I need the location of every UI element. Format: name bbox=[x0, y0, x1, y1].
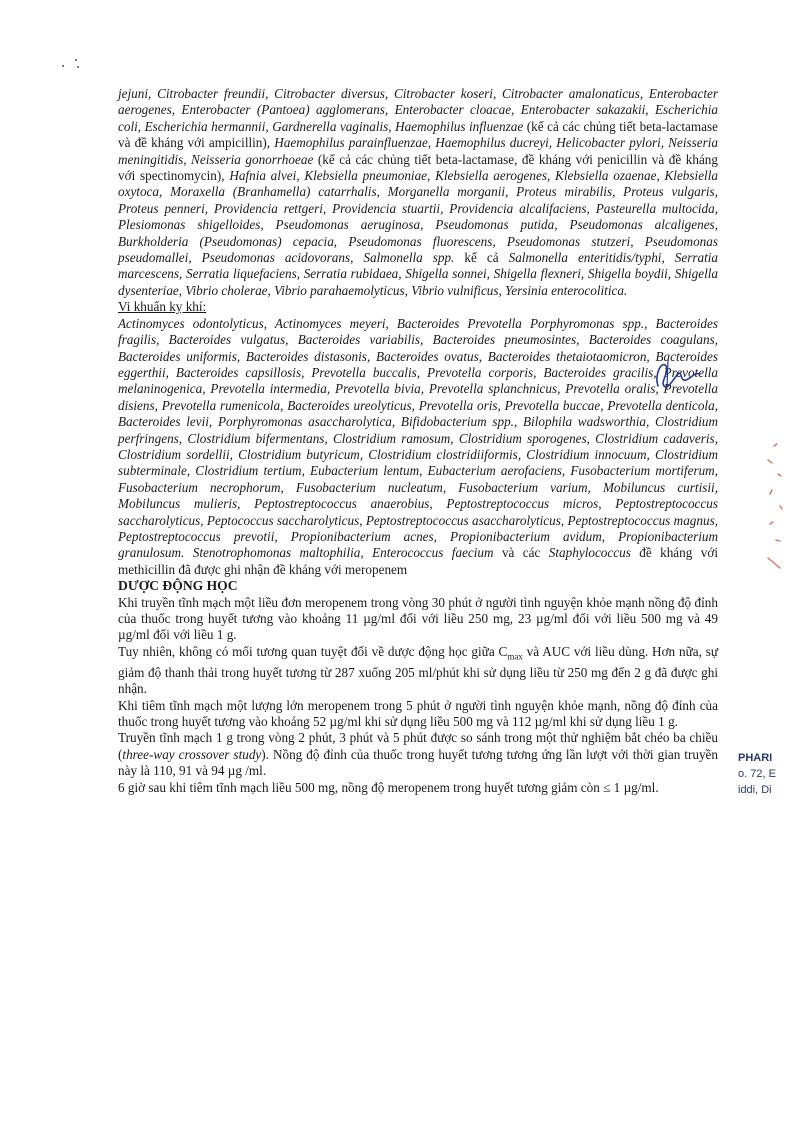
species-list-4: Salmonella enteritidis/typhi, Serratia marcescens, Serratia liquefaciens, Serratia rubidaea, Shigella sonnei, Shigella flexneri, Shigella boydii, Shigella dysenteriae, Vibrio cholerae, Vibrio parahaemolyticus, Vibrio vulnificus, Yersinia enterocolitica. bbox=[118, 250, 718, 298]
pk2-text-a: Tuy nhiên, không có mối tương quan tuyệt đối về dược động học giữa C bbox=[118, 643, 508, 659]
anaerobe-species-list: Actinomyces odontolyticus, Actinomyces meyeri, Bacteroides Prevotella Porphyromonas spp., Bacteroides fragilis, Bacteroides vulgatus, Bacteroides variabilis, Bacteroides pneumosintes, Bacteroides coagulans, Bacteroides uniformis, Bacteroides distasonis, Bacteroides ovatus, Bacteroides thetaiotaomicron, Bacteroides eggerthii, Bacteroides capsillosis, Prevotella buccalis, Prevotella corporis, Bacteroides gracilis, Prevotella melaninogenica, Prevotella intermedia, Prevotella bivia, Prevotella splanchnicus, Prevotella oralis, Prevotella disiens, Prevotella rumenicola, Bacteroides ureolyticus, Prevotella oris, Prevotella buccae, Prevotella denticola, Bacteroides levii, Porphyromonas asaccharolytica, Bifidobacterium spp., Bilophila wadsworthia, Clostridium perfringens, Clostridium bifermentans, Clostridium ramosum, Clostridium sporogenes, Clostridium cadaveris, Clostridium sordellii, Clostridium butyricum, Clostridium clostridiiformis, Clostridium innocuum, Clostridium subterminale, Clostridium tertium, Eubacterium lentum, Eubacterium aerofaciens, Fusobacterium mortiferum, Fusobacterium necrophorum, Fusobacterium nucleatum, Fusobacterium varium, Mobiluncus curtisii, Mobiluncus mulieris, Peptostreptococcus anaerobius, Peptostreptococcus micros, Peptostreptococcus saccharolyticus, Peptococcus saccharolyticus, Peptostreptococcus asaccharolyticus, Peptostreptococcus magnus, Peptostreptococcus prevotii, Propionibacterium acnes, Propionibacterium avidum, Propionibacterium granulosum. Stenotrophomonas maltophilia, Enterococcus faecium bbox=[118, 315, 718, 561]
margin-stamp-line-2: o. 72, E bbox=[738, 768, 776, 780]
margin-stamp-line-3: iddi, Di bbox=[738, 784, 772, 796]
species-list-2: Haemophilus parainfluenzae, Haemophilus ducreyi, Helicobacter pylori, Neisseria meningitidis, Neisseria gonorrhoeae bbox=[118, 135, 719, 167]
staphylococcus-name: Staphylococcus bbox=[548, 545, 631, 561]
anaerobe-heading: Vi khuẩn kỵ khí: bbox=[118, 299, 207, 315]
signature bbox=[650, 356, 710, 392]
pharmacokinetics-heading: DƯỢC ĐỘNG HỌC bbox=[118, 578, 238, 594]
anaerobe-species-paragraph bbox=[118, 316, 718, 579]
pk-paragraph-2 bbox=[118, 644, 718, 698]
note-and: và các bbox=[493, 545, 549, 561]
scan-marks bbox=[60, 58, 90, 78]
red-stamp-edge bbox=[760, 440, 790, 580]
pk2-text-b: và AUC với liều dùng. Hơn nữa, sự giảm độ thanh thải trong huyết tương từ 287 xuống 205 ml/phút khi sử dụng liều từ 250 mg đến 2 g đã được ghi nhận. bbox=[118, 643, 718, 697]
document-body bbox=[118, 86, 718, 796]
margin-stamp-line-1: PHARI bbox=[738, 752, 773, 764]
note-beta-lactamase-ampicillin: (kể cả các chủng tiết beta-lactamase và đề kháng với ampicillin), bbox=[118, 118, 718, 151]
aerobe-species-paragraph bbox=[118, 86, 718, 299]
species-list-3: Hafnia alvei, Klebsiella pneumoniae, Klebsiella aerogenes, Klebsiella ozaenae, Klebsiella oxytoca, Moraxella (Branhamella) catarrhalis, Morganella morganii, Proteus mirabilis, Proteus vulgaris, Proteus penneri, Providencia rettgeri, Providencia stuartii, Providencia alcalifaciens, Pasteurella multocida, Plesiomonas shigelloides, Pseudomonas aeruginosa, Pseudomonas putida, Pseudomonas alcaligenes, Burkholderia (Pseudomonas) cepacia, Pseudomonas fluorescens, Pseudomonas stutzeri, Pseudomonas pseudomallei, Pseudomonas acidovorans, Salmonella spp. bbox=[118, 168, 718, 266]
crossover-study-term: three-way crossover study bbox=[122, 746, 262, 762]
pk-paragraph-3: Khi tiêm tĩnh mạch một lượng lớn meropenem trong 5 phút ở người tình nguyện khỏe mạnh, nồng độ đỉnh của thuốc trong huyết tương vào khoảng 52 µg/ml khi sử dụng liều 500 mg và 112 µg/ml khi sử dụng liều 1 g. bbox=[118, 697, 718, 730]
note-beta-lactamase-penicillin: (kể cả các chủng tiết beta-lactamase, đề kháng với penicillin và đề kháng với spectinomycin), bbox=[118, 151, 718, 184]
pk-paragraph-4 bbox=[118, 730, 718, 779]
species-list-1: jejuni, Citrobacter freundii, Citrobacter diversus, Citrobacter koseri, Citrobacter amalonaticus, Enterobacter aerogenes, Enterobacter (Pantoea) agglomerans, Enterobacter cloacae, Enterobacter sakazakii, Escherichia coli, Escherichia hermannii, Gardnerella vaginalis, Haemophilus influenzae bbox=[118, 86, 718, 134]
cmax-subscript: max bbox=[507, 651, 523, 662]
note-including: kể cả bbox=[454, 250, 509, 266]
pk4-text-b: ). Nồng độ đỉnh của thuốc trong huyết tương tương ứng lần lượt với thời gian truyền này là 110, 91 và 94 µg /ml. bbox=[118, 746, 718, 779]
pk4-text-a: Truyền tĩnh mạch 1 g trong vòng 2 phút, 3 phút và 5 phút được so sánh trong một thử nghiệm bắt chéo ba chiều ( bbox=[118, 730, 718, 762]
pk-paragraph-1: Khi truyền tĩnh mạch một liều đơn meropenem trong vòng 30 phút ở người tình nguyện khỏe mạnh nồng độ đỉnh của thuốc trong huyết tương vào khoảng 11 µg/ml đối với liều 250 mg, 23 µg/ml đối với liều 500 mg và 49 µg/ml đối với liều 1 g. bbox=[118, 594, 718, 643]
pk-paragraph-5: 6 giờ sau khi tiêm tĩnh mạch liều 500 mg, nồng độ meropenem trong huyết tương giảm còn ≤ 1 µg/ml. bbox=[118, 779, 659, 795]
note-methicillin: đề kháng với methicillin đã được ghi nhận đề kháng với meropenem bbox=[118, 545, 718, 577]
